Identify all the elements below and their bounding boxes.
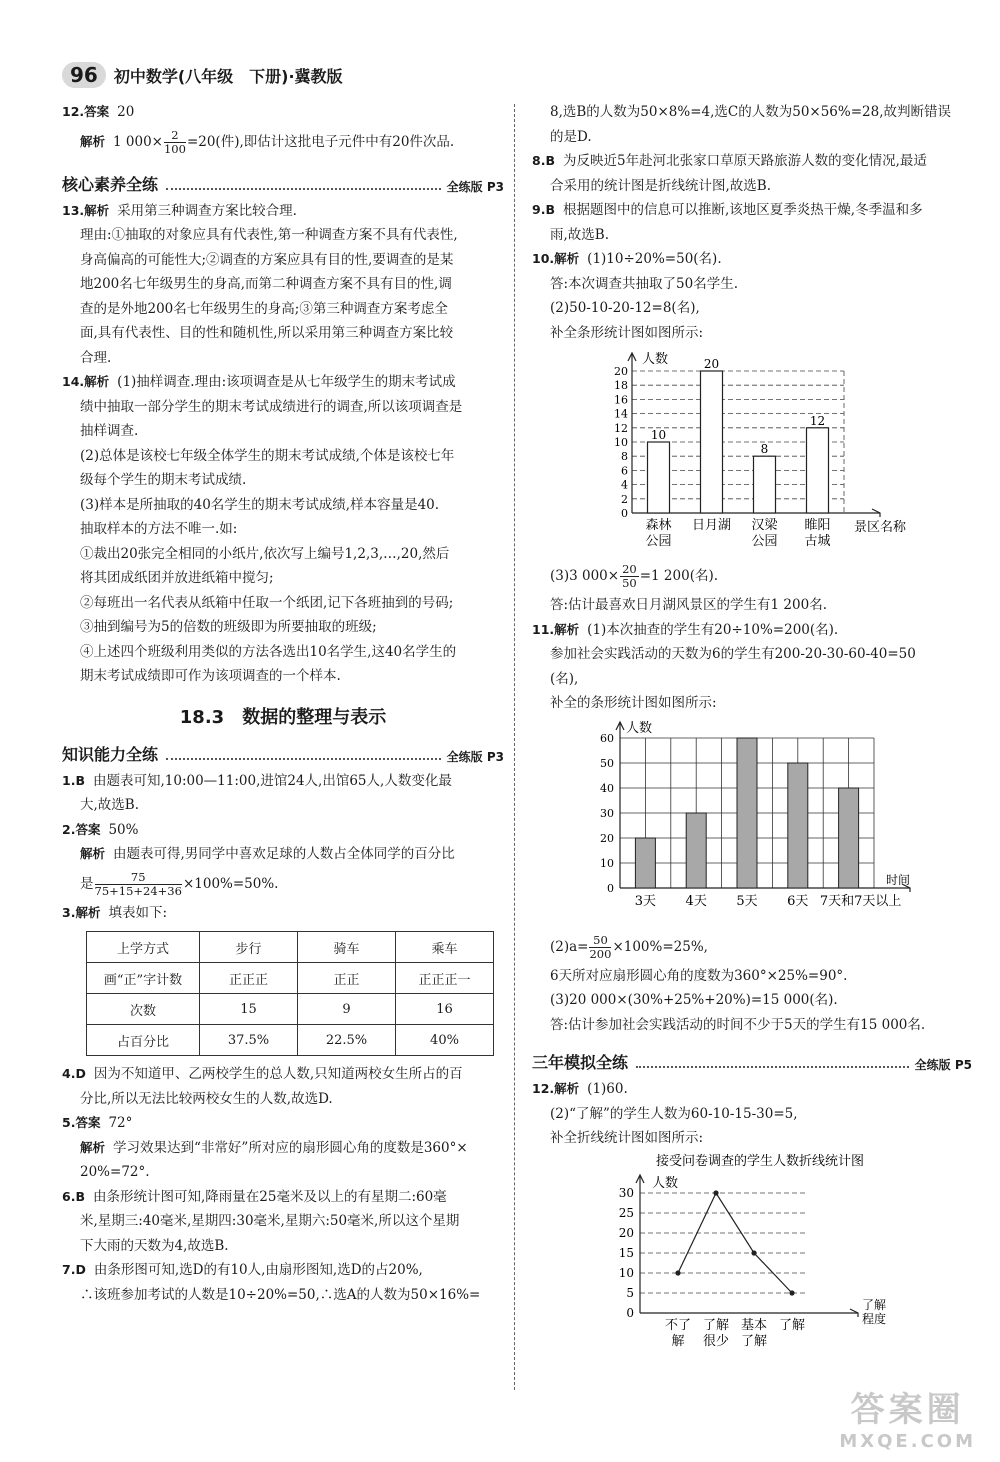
q6: 6.B 由条形统计图可知,降雨量在25毫米及以上的有星期二:60毫 米,星期三:40毫米,星期四:30毫米,星期六:50毫米,所以这个星期 下大雨的天数为4,故选B. [62,1188,460,1254]
y-tick-label: 30 [618,1185,634,1200]
q12-analysis: 解析 1 000× $\frac{2}{100}$ =20(件),即估计这批电子元件中有20件次品. [80,127,455,156]
practice-days-bar-chart [532,716,952,926]
table-row: 占百分比 37.5% 22.5% 40% [87,1025,494,1056]
y-tick-label: 25 [618,1205,634,1220]
x-axis-label: 景区名称 [854,520,907,535]
table-row: 画“正”字计数 正正正 正正 正正正一 [87,963,494,994]
y-tick-label: 20 [600,831,614,845]
bar [737,738,757,888]
bar-data-label: 20 [703,357,720,371]
q10: 10.解析 (1)10÷20%=50(名). 答:本次调查共抽取了50名学生. (2)50-10-20-12=8(名), 补全条形统计图如图所示: 0 2 4 6 8 10 12 14 16 18 20 人数 景区名称 10 森林 公园 20 日月湖 8 汉梁 公园 12 睢阳 古城 (3)3 000× $\frac{20}{50}$ =1 200(名). 答:估计最喜欢日月湖风景区的学生有1 200名. [532,247,972,618]
bar [635,838,655,888]
bar [648,442,670,513]
y-tick-label: 0 [607,881,614,895]
page-header [62,58,343,92]
section-three-year: 三年模拟全练 全练版 P5 [532,1053,972,1072]
watermark: 答案圈 MXQE.COM [839,1390,976,1452]
y-tick-label: 30 [600,806,614,820]
y-tick-label: 18 [614,379,628,393]
bar [839,788,859,888]
x-tick-label: 很少 [702,1333,730,1349]
y-tick-label: 40 [600,781,614,795]
x-tick-label: 了解 [740,1333,768,1349]
y-tick-label: 0 [626,1305,634,1320]
bar [788,763,808,888]
y-tick-label: 15 [618,1245,634,1260]
x-tick-label: 睢阳 [804,518,831,533]
q7-continued: 8,选B的人数为50×8%=4,选C的人数为50×56%=28,故判断错误 的是D. [550,104,952,145]
bar-data-label: 10 [650,428,667,442]
bar [807,428,829,513]
x-axis-label: 了解 [862,1297,887,1312]
x-tick-label: 基本 [740,1317,768,1333]
q1: 1.B 由题表可知,10:00—11:00,进馆24人,出馆65人,人数变化最 大,故选B. [62,772,452,813]
q13: 13.解析 采用第三种调查方案比较合理. 理由:①抽取的对象应具有代表性,第一种调查方案不具有代表性, 身高偏高的可能性大;②调查的方案应具有目的性,要调查的是某 地200名七年级男生的身高,而第二种调查方案不具有目的性,调 查的是外地200名七年级男生的身高;③第三种调查方案考虑全 面,具有代表性、目的性和随机性,所以采用第三种调查方案比较 合理. [62,202,458,366]
x-tick-label: 解 [671,1333,685,1349]
x-tick-label: 5天 [736,893,758,909]
x-tick-label: 6天 [787,893,809,909]
y-tick-label: 60 [600,731,614,745]
x-tick-label: 森林 [645,518,672,533]
y-axis-label: 人数 [652,1175,679,1191]
section-core-literacy: 核心素养全练 全练版 P3 [62,174,504,194]
y-tick-label: 20 [614,365,628,378]
y-axis-label: 人数 [642,352,669,367]
bar [701,371,723,513]
q2: 2.答案 50% 解析 由题表可得,男同学中喜欢足球的人数占全体同学的百分比 是 $\frac{75}{75+15+24+36}$ ×100%=50%. [62,821,455,898]
x-tick-label: 日月湖 [691,518,732,533]
bar-data-label: 12 [809,413,826,428]
q5: 5.答案 72° 解析 学习效果达到“非常好”所对应的扇形圆心角的度数是360°× 20%=72°. [62,1115,468,1180]
scenic-spot-bar-chart [532,345,952,555]
q12-right: 12.解析 (1)60. (2)“了解”的学生人数为60-10-15-30=5, 补全折线统计图如图所示: 接受问卷调查的学生人数折线统计图 0 5 10 15 20 25 30 人数 了解 程度 不了 解 了解 很少 基本 了解 了解 [532,1077,972,1370]
data-point [751,1250,756,1255]
book-title: 初中数学(八年级 下册)·冀教版 [113,66,343,86]
series-line [678,1193,792,1293]
x-tick-label: 3天 [634,893,657,909]
y-tick-label: 2 [621,492,628,506]
x-tick-label: 4天 [685,893,707,909]
x-tick-label: 公园 [751,534,778,549]
section-knowledge: 知识能力全练 全练版 P3 [62,744,504,764]
data-point [789,1290,794,1295]
right-column [532,100,972,1370]
x-axis-label: 时间 [886,872,911,887]
chapter-title: 18.3 数据的整理与表示 [179,706,387,728]
q3: 3.解析 填表如下: 上学方式 步行 骑车 乘车 画“正”字计数 正正正 正正 正正正一 次数 15 9 16 占百分比 37.5% 22.5% 40% [62,901,504,1057]
table-row: 次数 15 9 16 [87,994,494,1025]
y-tick-label: 4 [621,478,628,492]
x-tick-label: 公园 [645,534,672,549]
q8: 8.B 为反映近5年赴河北张家口草原天路旅游人数的变化情况,最适 合采用的统计图是折线统计图,故选B. [532,153,927,194]
page-number: 96 [62,62,106,88]
y-tick-label: 14 [614,407,628,421]
y-tick-label: 10 [600,856,614,870]
survey-line-chart [532,1151,952,1366]
q11: 11.解析 (1)本次抽查的学生有20÷10%=200(名). 参加社会实践活动的天数为6的学生有200-20-30-60-40=50 (名), 补全的条形统计图如图所示: 0 10 20 30 40 50 60 人数 时间 3天 4天 5天 6天 7天和7天以上 (2)a= $\frac{50}{200}$ ×100%=25%, 6天所对应扇形圆心角的度数为360°×25%=90°. (3)20 000×(30%+25%+20%)=15 000(名). 答:估计参加社会实践活动的时间不少于5天的学生有15 000名. [532,618,972,1038]
x-tick-label: 了解 [778,1317,806,1333]
q4: 4.D 因为不知道甲、乙两校学生的总人数,只知道两校女生所占的百 分比,所以无法比较两校女生的人数,故选D. [62,1066,463,1107]
x-tick-label: 不了 [664,1317,692,1333]
bar-data-label: 8 [760,442,769,457]
y-tick-label: 5 [626,1285,634,1300]
tally-table [86,931,494,1056]
y-tick-label: 50 [600,756,614,770]
q12-answer: 12.答案 20 [62,104,135,120]
left-column [62,100,504,1307]
q7: 7.D 由条形图可知,选D的有10人,由扇形图知,选D的占20%, ∴该班参加考试的人数是10÷20%=50,∴选A的人数为50×16%= [62,1262,481,1303]
x-axis-label: 程度 [862,1311,887,1326]
y-tick-label: 6 [621,464,628,478]
y-tick-label: 8 [621,450,628,464]
table-header-row: 上学方式 步行 骑车 乘车 [87,932,494,963]
x-tick-label: 了解 [702,1317,730,1333]
y-tick-label: 16 [614,393,628,407]
data-point [713,1190,718,1195]
column-divider [514,104,515,1390]
y-axis-label: 人数 [626,720,653,736]
y-tick-label: 10 [614,436,628,449]
q9: 9.B 根据题图中的信息可以推断,该地区夏季炎热干燥,冬季温和多 雨,故选B. [532,202,923,243]
x-tick-label: 7天和7天以上 [819,893,902,909]
y-tick-label: 20 [618,1225,634,1240]
q14: 14.解析 (1)抽样调查.理由:该项调查是从七年级学生的期末考试成 绩中抽取一部分学生的期末考试成绩进行的调查,所以该项调查是 抽样调查. (2)总体是该校七年级全体学生的期末考试成绩,个体是该校七年 级每个学生的期末考试成绩. (3)样本是所抽取的40名学生的期末考试成绩,样本容量是40. 抽取样本的方法不唯一.如: ①裁出20张完全相同的小纸片,依次写上编号1,2,3,…,20,然后 将其团成纸团并放进纸箱中搅匀; ②每班出一名代表从纸箱中任取一个纸团,记下各班抽到的号码; ③抽到编号为5的倍数的班级即为所要抽取的班级; ④上述四个班级利用类似的方法各选出10名学生,这40名学生的 期末考试成绩即可作为该项调查的一个样本. [62,374,463,684]
x-tick-label: 古城 [804,534,831,549]
bar [686,813,706,888]
y-tick-label: 0 [621,507,628,520]
y-tick-label: 10 [618,1265,634,1280]
y-tick-label: 12 [614,421,628,435]
x-tick-label: 汉梁 [751,518,778,533]
bar [754,456,776,513]
data-point [675,1270,680,1275]
chart-title: 接受问卷调查的学生人数折线统计图 [655,1153,865,1169]
